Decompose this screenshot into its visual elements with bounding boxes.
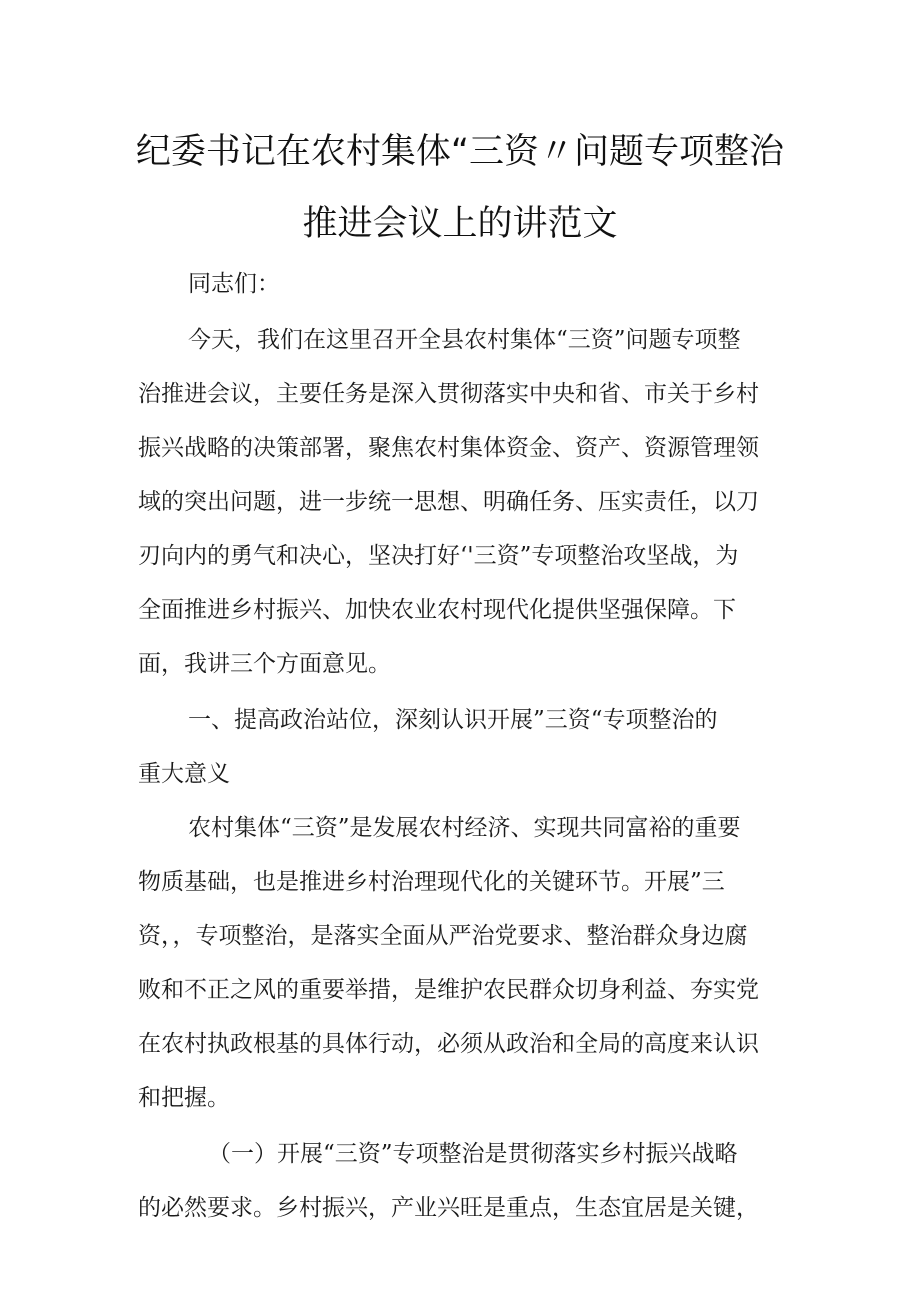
paragraph-line: 物质基础，也是推进乡村治理现代化的关键环节。开展”三: [138, 869, 725, 895]
section-heading-line: 重大意义: [138, 761, 230, 787]
paragraph-line: 在农村执政根基的具体行动，必须从政治和全局的高度来认识: [138, 1031, 759, 1057]
paragraph-line: 和把握。: [138, 1085, 230, 1111]
paragraph-line: 农村集体“三资”是发展农村经济、实现共同富裕的重要: [188, 815, 741, 841]
paragraph-line: 今天，我们在这里召开全县农村集体“三资”问题专项整: [188, 327, 741, 353]
document-title-line-2: 推进会议上的讲范文: [302, 204, 618, 244]
paragraph-line: 全面推进乡村振兴、加快农业农村现代化提供坚强保障。下: [138, 597, 736, 623]
paragraph-line: 面，我讲三个方面意见。: [138, 651, 391, 677]
paragraph-line: 的必然要求。乡村振兴，产业兴旺是重点，生态宜居是关键，: [138, 1195, 759, 1221]
section-heading-line: 一、提高政治站位，深刻认识开展”三资“专项整治的: [188, 707, 718, 733]
document-title-line-1: 纪委书记在农村集体“三资〃问题专项整治: [135, 132, 785, 172]
paragraph-line: 败和不正之风的重要举措，是维护农民群众切身利益、夯实党: [138, 977, 759, 1003]
paragraph-line: 资，，专项整治，是落实全面从严治党要求、整治群众身边腐: [138, 923, 748, 949]
subsection-heading-line: （一）开展“三资”专项整治是贯彻落实乡村振兴战略: [208, 1141, 738, 1167]
paragraph-line: 刃向内的勇气和决心，坚决打好‘'三资”专项整治攻坚战，为: [138, 543, 739, 569]
salutation: 同志们：: [188, 271, 280, 297]
paragraph-line: 振兴战略的决策部署，聚焦农村集体资金、资产、资源管理领: [138, 435, 759, 461]
paragraph-line: 域的突出问题，进一步统一思想、明确任务、压实责任，以刀: [138, 489, 759, 515]
paragraph-line: 治推进会议，主要任务是深入贯彻落实中央和省、市关于乡村: [138, 381, 759, 407]
